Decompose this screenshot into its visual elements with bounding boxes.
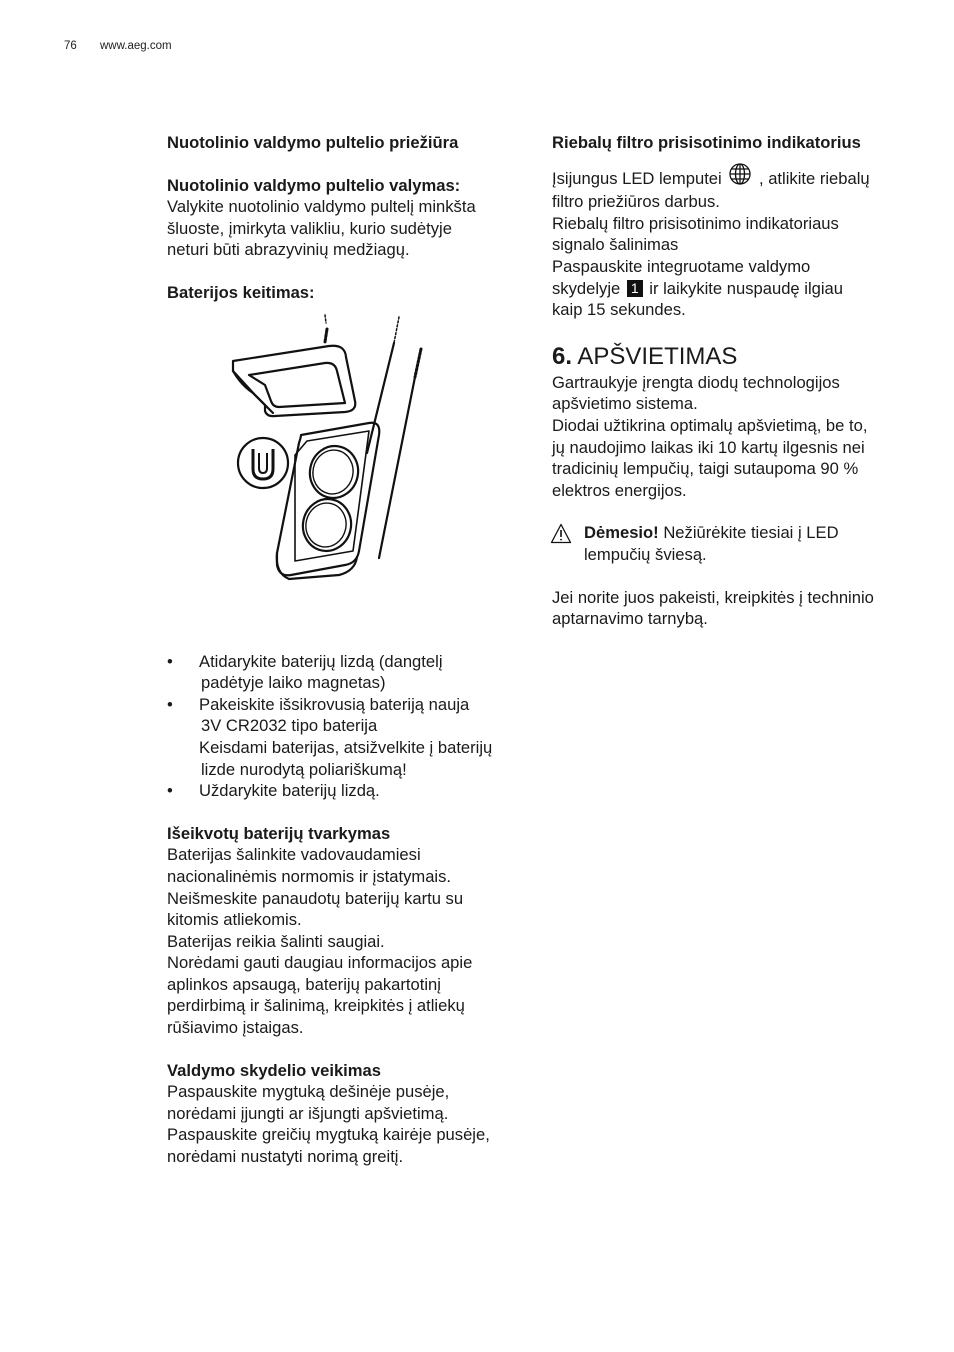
site-url: www.aeg.com — [100, 40, 172, 52]
section-title: APŠVIETIMAS — [577, 342, 738, 370]
text-fragment: Įsijungus LED lemputei — [552, 168, 722, 188]
warning-label: Dėmesio! — [584, 523, 659, 543]
left-column — [167, 132, 537, 1189]
grease-filter-section — [552, 132, 922, 321]
battery-illustration — [167, 313, 537, 611]
text-line: Baterijas reikia šalinti saugiai. — [167, 931, 385, 951]
text-line: lizde nurodytą poliariškumą! — [201, 759, 407, 779]
text-line: šluoste, įmirkyta valikliu, kurio sudėtyje — [167, 218, 452, 238]
text-line: Keisdami baterijas, atsižvelkite į baterijų — [199, 737, 493, 757]
text-line: Gartraukyje įrengta diodų technologijos — [552, 372, 840, 392]
text-line: aptarnavimo tarnybą. — [552, 609, 708, 629]
page-header — [64, 40, 172, 52]
battery-steps-list — [167, 651, 537, 802]
text-line: jų naudojimo laikas iki 10 kartų ilgesnis nei — [552, 437, 865, 457]
text-line: Jei norite juos pakeisti, kreipkitės į techninio — [552, 587, 874, 607]
text-line: Baterijas šalinkite vadovaudamiesi — [167, 845, 421, 865]
text-line: elektros energijos. — [552, 480, 687, 500]
text-line: neturi būti abrazyvinių medžiagų. — [167, 240, 410, 260]
led-warning — [552, 522, 922, 565]
lighting-section-heading — [552, 342, 922, 372]
text-fragment: skydelyje — [552, 278, 621, 298]
list-item — [167, 780, 537, 802]
text-line: Valykite nuotolinio valdymo pultelį minkšta — [167, 197, 476, 217]
text-line: padėtyje laiko magnetas) — [201, 673, 386, 693]
text-fragment: ir laikykite nuspaudę ilgiau — [649, 278, 844, 298]
remote-care-heading: Nuotolinio valdymo pultelio priežiūra — [167, 133, 459, 152]
warning-triangle-icon — [550, 523, 572, 550]
text-line: tradicinių lempučių, taigi sutaupoma 90 % — [552, 459, 859, 479]
text-line: nacionalinėmis normomis ir įstatymais. — [167, 866, 452, 886]
text-line: 3V CR2032 tipo baterija — [201, 716, 378, 736]
battery-disposal-section — [167, 823, 537, 1039]
remote-cleaning-section — [167, 175, 537, 261]
battery-change-title: Baterijos keitimas: — [167, 282, 315, 302]
replacement-note — [552, 587, 922, 630]
lighting-description — [552, 372, 922, 502]
text-line: Norėdami gauti daugiau informacijos apie — [167, 953, 473, 973]
text-line: Diodai užtikrina optimalų apšvietimą, be to, — [552, 415, 868, 435]
text-line: Paspauskite greičių mygtuką kairėje pusėje, — [167, 1125, 490, 1145]
text-line: rūšiavimo įstaigas. — [167, 1018, 304, 1038]
text-line: • Atidarykite baterijų lizdą (dangtelį — [199, 651, 443, 671]
control-panel-section — [167, 1060, 537, 1168]
text-line — [552, 162, 922, 192]
right-column — [552, 132, 922, 651]
text-line: • Pakeiskite išsikrovusią bateriją nauja — [199, 694, 470, 714]
control-panel-title: Valdymo skydelio veikimas — [167, 1060, 381, 1080]
remote-battery-drawing — [229, 313, 469, 611]
text-line: kaip 15 sekundes. — [552, 300, 686, 320]
text-line: lempučių šviesą. — [584, 544, 707, 564]
text-line: apšvietimo sistema. — [552, 394, 698, 414]
text-line: Paspauskite integruotame valdymo — [552, 256, 811, 276]
list-item — [167, 694, 537, 780]
text-line: Riebalų filtro prisisotinimo indikatoriaus — [552, 213, 839, 233]
page-number: 76 — [64, 40, 77, 52]
text-line: • Uždarykite baterijų lizdą. — [199, 781, 380, 801]
text-line: filtro priežiūros darbus. — [552, 192, 720, 212]
text-line: norėdami nustatyti norimą greitį. — [167, 1147, 404, 1167]
magnet-icon — [238, 438, 288, 488]
text-line — [552, 278, 922, 300]
grid-globe-icon — [728, 162, 752, 192]
button-number-badge: 1 — [627, 280, 643, 297]
text-fragment: , atlikite riebalų — [758, 168, 870, 188]
text-line: aplinkos apsaugą, baterijų pakartotinį — [167, 974, 441, 994]
text-line: kitomis atliekomis. — [167, 910, 302, 930]
battery-disposal-title: Išeikvotų baterijų tvarkymas — [167, 823, 391, 843]
text-line: Paspauskite mygtuką dešinėje pusėje, — [167, 1082, 450, 1102]
text-line: norėdami įjungti ar išjungti apšvietimą. — [167, 1103, 449, 1123]
grease-filter-title: Riebalų filtro prisisotinimo indikatorius — [552, 133, 861, 152]
list-item — [167, 651, 537, 694]
text-line: Neišmeskite panaudotų baterijų kartu su — [167, 888, 464, 908]
text-fragment: Nežiūrėkite tiesiai į LED — [663, 523, 839, 543]
text-line — [584, 522, 922, 544]
section-number: 6. — [552, 342, 573, 370]
text-line: signalo šalinimas — [552, 235, 679, 255]
remote-cleaning-title: Nuotolinio valdymo pultelio valymas: — [167, 175, 461, 195]
text-line: perdirbimą ir šalinimą, kreipkitės į atliekų — [167, 996, 465, 1016]
